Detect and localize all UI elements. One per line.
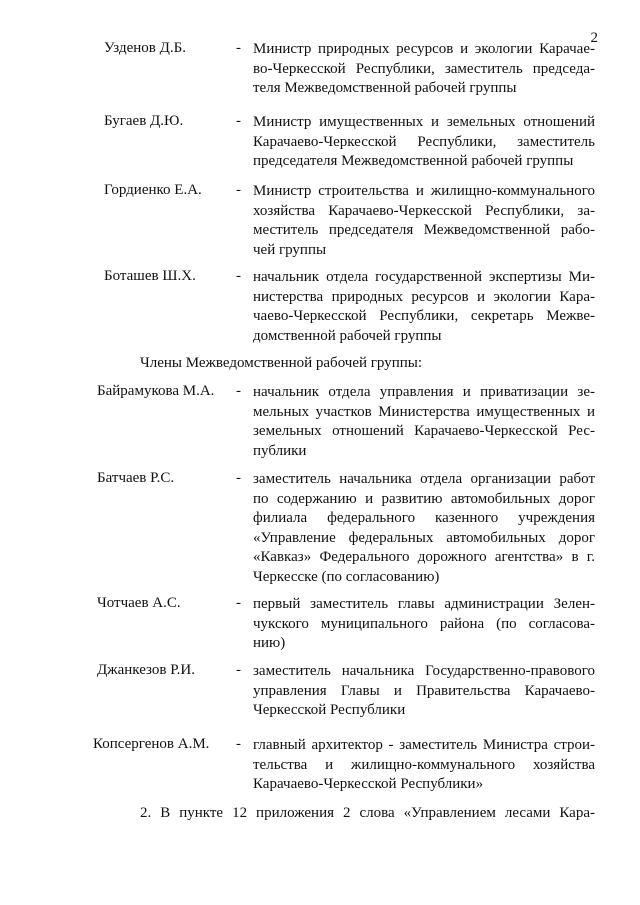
position-description xyxy=(253,383,595,461)
description-line: управления Главы и Правительства Карачаево- xyxy=(253,682,595,699)
description-line: заместитель начальника отдела организации работ xyxy=(253,471,595,487)
final-paragraph: 2. В пункте 12 приложения 2 слова «Управлением лесами Кара- xyxy=(140,805,595,821)
position-description xyxy=(253,736,595,795)
description-line: начальник отдела государственной экспертизы Ми- xyxy=(253,269,595,285)
person-name: Боташев Ш.Х. xyxy=(104,268,196,284)
description-line: хозяйства Карачаево-Черкесской Республики, за- xyxy=(253,202,595,219)
position-description xyxy=(253,40,595,99)
description-line: Министр строительства и жилищно-коммунального xyxy=(253,183,595,199)
dash: - xyxy=(236,40,241,56)
description-line: Министр природных ресурсов и экологии Карачае- xyxy=(253,41,595,57)
members-heading: Члены Межведомственной рабочей группы: xyxy=(140,355,423,371)
dash: - xyxy=(236,736,241,752)
description-line: «Кавказ» Федерального дорожного агентства» в г. xyxy=(253,549,595,565)
description-line: мельных участков Министерства имущественных и xyxy=(253,403,595,420)
description-line: публики xyxy=(253,442,307,459)
position-description xyxy=(253,182,595,260)
description-line: чукского муниципального района (по согласова- xyxy=(253,615,595,632)
description-line: земельных отношений Карачаево-Черкесской Рес- xyxy=(253,423,595,439)
position-description xyxy=(253,268,595,346)
description-line: Карачаево-Черкесской Республики, заместитель xyxy=(253,133,595,150)
description-line: домственной рабочей группы xyxy=(253,327,442,344)
description-line: Министр имущественных и земельных отношений xyxy=(253,114,595,130)
dash: - xyxy=(236,470,241,486)
person-name: Чотчаев А.С. xyxy=(97,595,181,611)
description-line: нию) xyxy=(253,635,286,651)
description-line: главный архитектор - заместитель Министра строи- xyxy=(253,737,595,753)
description-line: теля Межведомственной рабочей группы xyxy=(253,80,517,96)
description-line: Карачаево-Черкесской Республики» xyxy=(253,776,484,792)
description-line: тельства и жилищно-коммунального хозяйства xyxy=(253,756,595,773)
dash: - xyxy=(236,595,241,611)
description-line: чаево-Черкесской Республики, секретарь Межве- xyxy=(253,308,595,324)
description-line: Черкесской Республики xyxy=(253,702,406,718)
position-description xyxy=(253,113,595,172)
person-name: Джанкезов Р.И. xyxy=(97,662,196,678)
description-line: председателя Межведомственной рабочей группы xyxy=(253,153,574,169)
dash: - xyxy=(236,383,241,399)
description-line: во-Черкесской Республики, заместитель председа- xyxy=(253,60,595,77)
person-name: Гордиенко Е.А. xyxy=(104,182,202,198)
person-name: Батчаев Р.С. xyxy=(97,470,175,486)
person-name: Узденов Д.Б. xyxy=(104,40,186,56)
dash: - xyxy=(236,662,241,678)
person-name: Байрамукова М.А. xyxy=(97,383,215,399)
description-line: «Управление федеральных автомобильных дорог xyxy=(253,529,595,546)
position-description xyxy=(253,662,595,721)
person-name: Бугаев Д.Ю. xyxy=(104,113,184,129)
description-line: филиала федерального казенного учреждения xyxy=(253,510,595,526)
position-description xyxy=(253,470,595,587)
description-line: заместитель начальника Государственно-правового xyxy=(253,663,595,679)
description-line: меститель председателя Межведомственной рабо- xyxy=(253,222,595,238)
page-number: 2 xyxy=(590,30,598,46)
position-description xyxy=(253,595,595,654)
description-line: по содержанию и развитию автомобильных дорог xyxy=(253,490,595,507)
description-line: начальник отдела управления и приватизации зе- xyxy=(253,384,595,400)
description-line: чей группы xyxy=(253,241,327,258)
dash: - xyxy=(236,182,241,198)
dash: - xyxy=(236,113,241,129)
description-line: первый заместитель главы администрации Зелен- xyxy=(253,596,595,612)
description-line: нистерства природных ресурсов и экологии Кара- xyxy=(253,288,595,305)
person-name: Копсергенов А.М. xyxy=(93,736,210,752)
dash: - xyxy=(236,268,241,284)
description-line: Черкесске (по согласованию) xyxy=(253,568,440,585)
